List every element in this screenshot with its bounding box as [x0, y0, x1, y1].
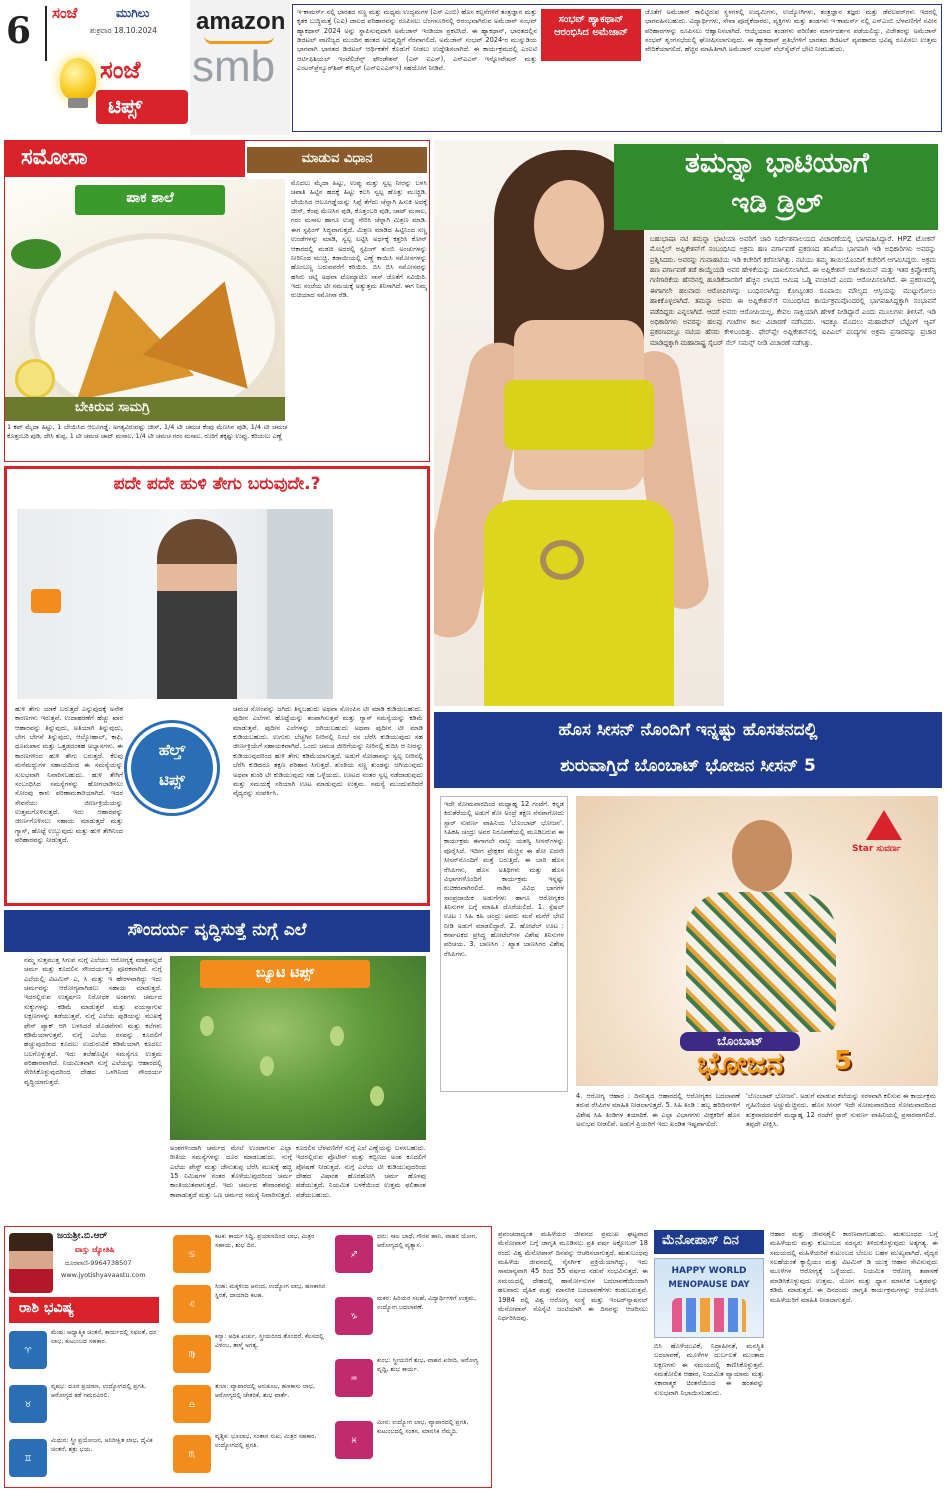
bulb-base-icon: [68, 98, 88, 108]
menopause-banner-2: MENOPAUSE DAY: [668, 1280, 750, 1290]
sign-text: ವೃಶ್ಚಿಕ: ಭೂಲಾಭ, ಸಂತಾನ ಸುಖ, ಮಿತ್ರರ ಸಹಕಾರ, ಉದ್ಯೋಗದಲ್ಲಿ ಪ್ರಗತಿ.: [215, 1433, 317, 1449]
sign-text: ಧನು: ಸಾಲ ಬಾಧೆ, ಗೌರವ ಹಾನಿ, ವಾಹನ ಯೋಗ, ಆರೋಗ್ಯದಲ್ಲಿ ವ್ಯತ್ಯಾಸ.: [377, 1233, 478, 1249]
sign-row: [173, 1431, 331, 1481]
health-tips-line1: ಹೆಲ್ತ್: [158, 741, 186, 759]
capricorn-icon: ♑: [335, 1297, 373, 1335]
samosa-ingredients: 1 ಕಪ್ ಮೈದಾ ಹಿಟ್ಟು, 1 ಬೇಯಿಸಿದ ಆಲೂಗಡ್ಡೆ, ಅಗತ್ಯವಿರುವಷ್ಟು ಚೀಸ್, 1/4 ಟೀ ಚಮಚ ಕೆಂಪು ಮೆಣಸಿನ ಪುಡಿ, 1/4 ಟೀ ಚಮಚ ಕೊತ್ತಂಬರಿ ಪುಡಿ, ದೇಸಿ ತುಪ್ಪ, 1 ಟೀ ಚಮಚ ಚಾಟ್ ಮಸಾಲ, 1/4 ಟೀ ಚಮಚ ಗರಂ ಮಸಾಲ, ರುಚಿಗೆ ತಕ್ಕಷ್ಟು ಉಪ್ಪು, ಕರಿಯಲು ಎಣ್ಣೆ: [7, 423, 287, 441]
horoscope-section: [4, 1226, 492, 1488]
channel-logo-icon: [866, 810, 902, 840]
menopause-title: ಮೆನೋಪಾಸ್ ದಿನ: [654, 1230, 764, 1254]
brand-sub: ಮುಗಿಲು: [116, 6, 150, 20]
cancer-icon: ♋: [173, 1235, 211, 1273]
horoscope-heading: ರಾಶಿ ಭವಿಷ್ಯ: [9, 1297, 159, 1323]
taurus-icon: ♉: [9, 1385, 47, 1423]
host-body-icon: [686, 892, 836, 1032]
chutney-bowl-icon: [11, 239, 61, 269]
face-shape: [534, 180, 604, 270]
sign-row: [335, 1231, 491, 1293]
sign-text: ಮಿಥುನ: ಸ್ತ್ರೀ ಪ್ರಯೋಜನ, ಅನಿರೀಕ್ಷಿತ ಲಾಭ, ದೈವಿಕ ಚಿಂತನೆ, ಶತ್ರು ಭಯ.: [51, 1437, 153, 1453]
issue-date: ಶುಕ್ರವಾರ 18.10.2024: [90, 26, 157, 35]
menopause-col3: ಆಹಾರ ಮತ್ತು ಜೀವನಶೈಲಿ ಕಾರಣವಾಗಬಹುದು. ಋತುಬಂಧದ ಬಗ್ಗೆ ಮಹಿಳೆಯರು ಮತ್ತು ಕುಟುಂಬದ ಸದಸ್ಯರು ತಿಳಿದುಕೊಳ್ಳುವುದು ಅತ್ಯಗತ್ಯ. ಈ ಸಮಯದಲ್ಲಿ ಮಹಿಳೆಯರಿಗೆ ಕುಟುಂಬದ ಬೆಂಬಲ ಬಹಳ ಮುಖ್ಯವಾಗಿದೆ. ವೈದ್ಯರ ಸಲಹೆಯಂತೆ ಕ್ಯಾಲ್ಸಿಯಂ ಮತ್ತು ವಿಟಮಿನ್ ಡಿ ಯುಕ್ತ ಆಹಾರ ಸೇವಿಸುವುದು ಮೂಳೆಗಳ ಆರೋಗ್ಯಕ್ಕೆ ಒಳ್ಳೆಯದು. ನಿಯಮಿತ ಆರೋಗ್ಯ ತಪಾಸಣೆ ಮಾಡಿಸಿಕೊಳ್ಳುವುದು ಉತ್ತಮ. ಯೋಗ ಮತ್ತು ಧ್ಯಾನ ಮಾನಸಿಕ ಒತ್ತಡವನ್ನು ಕಡಿಮೆ ಮಾಡುತ್ತದೆ. ಈ ದಿನದಂದು ಜಾಗೃತಿ ಕಾರ್ಯಕ್ರಮಗಳನ್ನು ಆಯೋಜಿಸಿ ಮಹಿಳೆಯರಿಗೆ ಮಾಹಿತಿ ನೀಡಲಾಗುತ್ತದೆ.: [770, 1230, 938, 1304]
samosa-section: [4, 140, 430, 462]
masthead-divider: [45, 6, 47, 61]
host-head-icon: [732, 820, 792, 892]
sign-row: [173, 1331, 331, 1381]
horoscope-col3: [335, 1231, 491, 1485]
hackathon-col1b: [541, 65, 641, 130]
bombat-title-2: ಶುರುವಾಗ್ತಿದೆ ಬೊಂಬಾಟ್ ಭೋಜನ ಸೀಸನ್ 5: [434, 750, 942, 788]
gemini-icon: ♊: [9, 1439, 47, 1477]
bombat-col2: 'ಬೊಂಬಾಟ್ ಭೋಜನ'. ಅಡುಗೆ ಮಾಡುವ ಕಲೆಯನ್ನು ಸರಳವಾಗಿ ಕಲಿಸುವ ಈ ಕಾರ್ಯಕ್ರಮ ಗೃಹಿಣಿಯರ ಅಚ್ಚುಮೆಚ್ಚಿನದು. ಹೊಸ ಸೀಸನ್ ಇದೇ ಸೋಮವಾರದಿಂದ ಸೋಮವಾರದಿಂದ ಶುಕ್ರವಾರದವರೆಗೆ ಮಧ್ಯಾಹ್ನ 12 ಗಂಟೆಗೆ ಸ್ಟಾರ್ ಸುವರ್ಣ ವಾಹಿನಿಯಲ್ಲಿ ಪ್ರಸಾರವಾಗಲಿದೆ. ತಪ್ಪದೇ ವೀಕ್ಷಿಸಿ.: [746, 1092, 936, 1129]
samosa-kitchen-label: ಪಾಕ ಶಾಲೆ: [75, 185, 225, 215]
samosa-method-heading: ಮಾಡುವ ವಿಧಾನ: [247, 147, 427, 173]
sour-burp-col1: ಹುಳಿ ತೇಗು ಯಾಕೆ ಬರುತ್ತದೆ ಎನ್ನುವುದಕ್ಕೆ ಅನೇಕ ಕಾರಣಗಳು ಇರುತ್ತವೆ. ಉದಾಹರಣೆಗೆ ಹೆಚ್ಚು ಖಾರ ಆಹಾರವನ್ನು ತಿನ್ನುವುದು, ಅತಿಯಾಗಿ ತಿನ್ನುವುದು, ಬೇಗ ಬೇಗನೆ ತಿನ್ನುವುದು, ಆಲ್ಕೋಹಾಲ್, ಕಾಫಿ, ಧೂಮಪಾನ ಮತ್ತು ಒತ್ತಡದಂತಹ ಅಭ್ಯಾಸಗಳು. ಈ ಕಾರಣಗಳಿಂದ ಹುಳಿ ತೇಗು ಬರುತ್ತದೆ. ಕೆಲವು ಮನೆಮದ್ದುಗಳ ಸಹಾಯದಿಂದ ಈ ಸಮಸ್ಯೆಯನ್ನು ಸುಲಭವಾಗಿ ನಿವಾರಿಸಬಹುದು. ಹುಳಿ ತೇಗಿಗೆ ಸಂಬಂಧಿಸಿದ ಸಮಸ್ಯೆಗಳನ್ನು ಹೋಗಲಾಡಿಸಲು ಸೋಂಪು ಕಾಳು ಪರಿಣಾಮಕಾರಿಯಾಗಿದೆ. ಇದರ ಸೇವನೆಯು ಜೀರ್ಣಕ್ರಿಯೆಯನ್ನು ಉತ್ತಮಗೊಳಿಸುತ್ತದೆ. ಇದು ಆಹಾರವನ್ನು ಜೀರ್ಣಗೊಳಿಸಲು ಸಹಾಯ ಮಾಡುತ್ತದೆ ಮತ್ತು ಗ್ಯಾಸ್, ಹೊಟ್ಟೆ ಉಬ್ಬುವುದು ಮತ್ತು ಹುಳಿ ತೇಗಿನಿಂದ ಪರಿಹಾರವನ್ನು ನೀಡುತ್ತದೆ.: [15, 705, 123, 845]
amazon-logo: amazon: [196, 8, 286, 35]
sign-text: ಮಕರ: ಹಿರಿಯರ ಸಲಹೆ, ವಿದ್ಯಾರ್ಥಿಗಳಿಗೆ ಉತ್ತಮ, ಉದ್ಯೋಗ ಬದಲಾವಣೆ.: [377, 1295, 477, 1311]
scorpio-icon: ♏: [173, 1435, 211, 1473]
amazon-ad: [190, 0, 290, 135]
section-title-2: ಟಿಪ್ಸ್: [108, 94, 143, 118]
bombat-side: ಇದೇ ಸೋಮವಾರದಿಂದ ಮಧ್ಯಾಹ್ನ 12 ಗಂಟೆಗೆ. ಕನ್ನಡ ಕಿರುತೆರೆಯಲ್ಲಿ ಅಡುಗೆ ಶೋ ಅಂದ್ರೆ ತಕ್ಷಣ ನೆನಪಾಗೋದು ಸ್ಟಾರ್ ಸುವರ್ಣ ವಾಹಿನಿಯ 'ಬೊಂಬಾಟ್ ಭೋಜನ'. ಸಿಹಿಕಹಿ ಚಂದ್ರು ಅವರ ನಿರೂಪಣೆಯಲ್ಲಿ ಮೂಡಿಬರುವ ಈ ಕಾರ್ಯಕ್ರಮ ಈಗಾಗಲೇ ನಾಲ್ಕು ಯಶಸ್ವಿ ಸೀಸನ್‌ಗಳನ್ನು ಪೂರೈಸಿದೆ. ಇದೀಗ ಪ್ರೇಕ್ಷಕರ ಮೆಚ್ಚಿನ ಈ ಶೋ ಐದನೇ ಸೀಸನ್‌ನೊಂದಿಗೆ ಮತ್ತೆ ಬರುತ್ತಿದೆ. ಈ ಬಾರಿ ಹೊಸ ರೆಸಿಪಿಗಳು, ಹೊಸ ಅತಿಥಿಗಳು ಮತ್ತು ಹೊಸ ವಿಭಾಗಗಳೊಂದಿಗೆ ಕಾರ್ಯಕ್ರಮ ಇನ್ನಷ್ಟು ರುಚಿಕರವಾಗಿರಲಿದೆ. ನಾಡಿನ ವಿವಿಧ ಭಾಗಗಳ ಸಾಂಪ್ರದಾಯಿಕ ಅಡುಗೆಗಳು ಹಾಗೂ ಆರೋಗ್ಯಕರ ತಿನಿಸುಗಳ ಬಗ್ಗೆ ಮಾಹಿತಿ ದೊರೆಯಲಿದೆ. 1. ಸ್ಪೆಷಲ್ ಊಟ : ಸಿಹಿ ಕಹಿ ಚಂದ್ರು ಅವರು ಮನೆ ಮನೆಗೆ ಭೇಟಿ ನೀಡಿ ಅಡುಗೆ ಮಾಡಲಿದ್ದಾರೆ. 2. ಹೋಟೆಲ್ ಊಟ : ಕರ್ನಾಟಕದ ಪ್ರಸಿದ್ಧ ಹೋಟೆಲ್‌ಗಳ ವಿಶೇಷ ತಿನಿಸುಗಳ ಪರಿಚಯ. 3. ಬಾಣಸಿಗ : ಖ್ಯಾತ ಬಾಣಸಿಗರ ವಿಶೇಷ ರೆಸಿಪಿಗಳು.: [440, 796, 568, 1092]
pisces-icon: ♓: [335, 1421, 373, 1459]
aries-icon: ♈: [9, 1331, 47, 1369]
menopause-col2: ಬಿಸಿ ಹೊಳೆಯುವಿಕೆ, ನಿದ್ರಾಹೀನತೆ, ಮನಸ್ಥಿತಿ ಬದಲಾವಣೆ, ಮೂಳೆಗಳ ದುರ್ಬಲತೆ ಮುಂತಾದ ಲಕ್ಷಣಗಳು ಈ ಸಮಯದಲ್ಲಿ ಕಾಣಿಸಿಕೊಳ್ಳುತ್ತವೆ. ಸಮತೋಲಿತ ಆಹಾರ, ನಿಯಮಿತ ವ್ಯಾಯಾಮ ಮತ್ತು ಸಕಾರಾತ್ಮಕ ಚಿಂತನೆಯಿಂದ ಈ ಹಂತವನ್ನು ಸುಲಭವಾಗಿ ನಿಭಾಯಿಸಬಹುದು.: [654, 1342, 764, 1397]
tamannaah-body: ಬಹುಭಾಷಾ ನಟಿ ತಮನ್ನಾ ಭಾಟಿಯಾ ಅವರಿಗೆ ಜಾರಿ ನಿರ್ದೇಶನಾಲಯದ ವಿಚಾರಣೆಯಲ್ಲಿ ಭಾಗವಹಿಸಿದ್ದಾರೆ. HPZ ಟೋಕನ್ ಮೊಬೈಲ್ ಅಪ್ಲಿಕೇಶನ್‌ಗೆ ಸಂಬಂಧಿಸಿದ ಅಕ್ರಮ ಹಣ ವರ್ಗಾವಣೆ ಪ್ರಕರಣದ ತನಿಖೆಯ ಭಾಗವಾಗಿ ಇಡಿ ಅಧಿಕಾರಿಗಳು ಅವರನ್ನು ಪ್ರಶ್ನಿಸಿದರು. ಅವರನ್ನು ಗುವಾಹಟಿಯ ಇಡಿ ಕಚೇರಿಗೆ ಕರೆಸಲಾಗಿತ್ತು. ನಟಿಯು ತಮ್ಮ ತಾಯಿಯೊಂದಿಗೆ ಕಚೇರಿಗೆ ಆಗಮಿಸಿದ್ದರು. ಅಕ್ರಮ ಹಣ ವರ್ಗಾವಣೆ ತಡೆ ಕಾಯ್ದೆಯಡಿ ಅವರ ಹೇಳಿಕೆಯನ್ನು ದಾಖಲಿಸಲಾಗಿದೆ. ಈ ಅಪ್ಲಿಕೇಶನ್ ಬಿಟ್‌ಕಾಯಿನ್ ಮತ್ತು ಇತರ ಕ್ರಿಪ್ಟೋಕರೆನ್ಸಿ ಗಣಿಗಾರಿಕೆಯ ಹೆಸರಿನಲ್ಲಿ ಹೂಡಿಕೆದಾರರಿಗೆ ಹೆಚ್ಚಿನ ಲಾಭದ ಆಮಿಷ ಒಡ್ಡಿ ವಂಚಿಸಿದೆ ಎಂದು ಆರೋಪಿಸಲಾಗಿದೆ. ಈ ಪ್ರಕರಣದಲ್ಲಿ ಈಗಾಗಲೇ ಹಲವಾರು ಆರೋಪಿಗಳನ್ನು ಬಂಧಿಸಲಾಗಿದ್ದು ಕೋಟ್ಯಂತರ ರೂಪಾಯಿ ಮೌಲ್ಯದ ಆಸ್ತಿಯನ್ನು ಮುಟ್ಟುಗೋಲು ಹಾಕಿಕೊಳ್ಳಲಾಗಿದೆ. ತಮನ್ನಾ ಅವರು ಈ ಅಪ್ಲಿಕೇಶನ್‌ಗೆ ಸಂಬಂಧಿಸಿದ ಕಾರ್ಯಕ್ರಮವೊಂದರಲ್ಲಿ ಭಾಗವಹಿಸಿದ್ದಕ್ಕಾಗಿ ಸಂಭಾವನೆ ಪಡೆದಿದ್ದರು ಎನ್ನಲಾಗಿದೆ. ಆದರೆ ಅವರು ಆರೋಪಿಯಲ್ಲ, ಕೇವಲ ಸಾಕ್ಷಿಯಾಗಿ ಹೇಳಿಕೆ ನೀಡಿದ್ದಾರೆ ಎಂದು ಮೂಲಗಳು ತಿಳಿಸಿವೆ. ಇಡಿ ಅಧಿಕಾರಿಗಳು ಅವರನ್ನು ಹಲವು ಗಂಟೆಗಳ ಕಾಲ ವಿಚಾರಣೆ ನಡೆಸಿದರು. ಇದಕ್ಕೂ ಮೊದಲು ಮಹಾದೇವ್ ಬೆಟ್ಟಿಂಗ್ ಆ್ಯಪ್ ಪ್ರಕರಣದಲ್ಲೂ ನಟಿಯ ಹೆಸರು ಕೇಳಿಬಂದಿತ್ತು. ಫೇರ್‌ಪ್ಲೇ ಅಪ್ಲಿಕೇಶನ್‌ನಲ್ಲಿ ಐಪಿಎಲ್ ಪಂದ್ಯಗಳ ಅಕ್ರಮ ಪ್ರಸಾರವನ್ನು ಪ್ರಚಾರ ಮಾಡಿದ್ದಕ್ಕಾಗಿ ಮಹಾರಾಷ್ಟ್ರ ಸೈಬರ್ ಸೆಲ್ ಸಮನ್ಸ್ ನೀಡಿ ವಿಚಾರಣೆ ನಡೆಸಿತ್ತು.: [650, 235, 936, 347]
leaf-icon-1: [200, 1016, 214, 1036]
menopause-banner-1: HAPPY WORLD: [671, 1266, 747, 1276]
tamannaah-section: [434, 140, 942, 706]
sagittarius-icon: ♐: [335, 1235, 373, 1273]
sign-text: ಮೇಷ: ಆಧ್ಯಾತ್ಮಿಕ ಚಿಂತನೆ, ಕಾರ್ಯದಲ್ಲಿ ಸಫಲತೆ, ಧನ ಲಾಭ, ಕುಟುಂಬದ ಸಹಕಾರ.: [51, 1329, 157, 1345]
health-tips-badge: [127, 723, 217, 813]
leaf-icon-4: [370, 1086, 384, 1106]
sign-row: [173, 1381, 331, 1431]
sour-burp-col1b: [125, 819, 229, 899]
menopause-section: [496, 1226, 942, 1488]
sign-row: [335, 1355, 491, 1417]
horoscope-col1: [9, 1327, 167, 1487]
menopause-col1: ಪ್ರಪಂಚದಾದ್ಯಂತ ಮಹಿಳೆಯರ ಜೀವನದ ಪ್ರಮುಖ ಘಟ್ಟವಾದ ಮೆನೋಪಾಸ್ ಬಗ್ಗೆ ಜಾಗೃತಿ ಮೂಡಿಸಲು ಪ್ರತಿ ವರ್ಷ ಅಕ್ಟೋಬರ್ 18 ರಂದು ವಿಶ್ವ ಮೆನೋಪಾಸ್ ದಿನವನ್ನು ಆಚರಿಸಲಾಗುತ್ತದೆ. ಋತುಬಂಧವು ಮಹಿಳೆಯ ಜೀವನದಲ್ಲಿ ನೈಸರ್ಗಿಕ ಪ್ರಕ್ರಿಯೆಯಾಗಿದ್ದು, ಇದು ಸಾಮಾನ್ಯವಾಗಿ 45 ರಿಂದ 55 ವರ್ಷದ ನಡುವೆ ಸಂಭವಿಸುತ್ತದೆ. ಈ ಸಮಯದಲ್ಲಿ ದೇಹದಲ್ಲಿ ಹಾರ್ಮೋನುಗಳ ಬದಲಾವಣೆಯಿಂದಾಗಿ ಹಲವಾರು ದೈಹಿಕ ಮತ್ತು ಮಾನಸಿಕ ಬದಲಾವಣೆಗಳು ಕಂಡುಬರುತ್ತವೆ. 1984 ರಲ್ಲಿ ವಿಶ್ವ ಆರೋಗ್ಯ ಸಂಸ್ಥೆ ಮತ್ತು ಇಂಟರ್‌ನ್ಯಾಷನಲ್ ಮೆನೋಪಾಸ್ ಸೊಸೈಟಿ ಜಂಟಿಯಾಗಿ ಈ ದಿನವನ್ನು ಆಚರಿಸಲು ನಿರ್ಧರಿಸಿದವು.: [498, 1230, 648, 1323]
libra-icon: ♎: [173, 1385, 211, 1423]
masthead: [0, 0, 190, 135]
bombat-logo-small: ಬೊಂಬಾಟ್: [680, 1032, 800, 1051]
sign-row: [173, 1281, 331, 1331]
sign-text: ಸಿಂಹ: ಮಕ್ಕಳಿಂದ ಆನಂದ, ಉದ್ಯೋಗ ಲಾಭ, ಹಣಕಾಸಿನ ಸ್ಥಿರತೆ, ದಾಯಾದಿ ಕಲಹ.: [215, 1283, 326, 1299]
sign-text: ಕಟಕ: ಕಾರ್ಯ ಸಿದ್ಧಿ, ಪ್ರಯಾಣದಿಂದ ಲಾಭ, ಮಿತ್ರರ ಸಹಾಯ, ಶುಭ ದಿನ.: [215, 1233, 315, 1249]
samosa-method: ಮೊದಲು ಮೈದಾ ಹಿಟ್ಟು, ಉಪ್ಪು ಮತ್ತು ಸ್ವಲ್ಪ ನೀರನ್ನು ಬಳಸಿ ಚಪಾತಿ ಹಿಟ್ಟಿನ ಹದಕ್ಕೆ ಹಿಟ್ಟು ಕಲಸಿ ಸ್ವಲ್ಪ ಹೊತ್ತು ಮುಚ್ಚಿಡಿ. ಬೇಯಿಸಿದ ಆಲೂಗಡ್ಡೆಯನ್ನು ಸಿಪ್ಪೆ ತೆಗೆದು ಚೆನ್ನಾಗಿ ಹಿಸುಕಿ ಅದಕ್ಕೆ ಚೀಸ್, ಕೆಂಪು ಮೆಣಸಿನ ಪುಡಿ, ಕೊತ್ತಂಬರಿ ಪುಡಿ, ಚಾಟ್ ಮಸಾಲ, ಗರಂ ಮಸಾಲ ಹಾಗೂ ಉಪ್ಪು ಸೇರಿಸಿ ಚೆನ್ನಾಗಿ ಮಿಶ್ರಣ ಮಾಡಿ. ಈಗ ಸ್ಟಫಿಂಗ್ ಸಿದ್ಧವಾಗುತ್ತದೆ. ಮಿಶ್ರಣ ಮಾಡಿದ ಹಿಟ್ಟಿನಿಂದ ಸಣ್ಣ ಉಂಡೆಗಳನ್ನು ಮಾಡಿ, ಸ್ವಲ್ಪ ಲಟ್ಟಿಸಿ ಅರ್ಧಕ್ಕೆ ಕತ್ತರಿಸಿ ಕೋನ್ ಆಕಾರದಲ್ಲಿ ಮಡಚಿ ಅದರಲ್ಲಿ ಸ್ಟಫಿಂಗ್ ತುಂಬಿ ಅಂಚುಗಳನ್ನು ನೀರಿನಿಂದ ಮುಚ್ಚಿ. ಕಡಾಯಿಯಲ್ಲಿ ಎಣ್ಣೆ ಕಾಯಿಸಿ ಸಮೋಸಗಳನ್ನು ಹೊಂಬಣ್ಣ ಬರುವವರೆಗೆ ಕರಿಯಿರಿ. ಬಿಸಿ ಬಿಸಿ ಸಮೋಸವನ್ನು ಹಸಿರು ಚಟ್ನಿ ಅಥವಾ ಟೊಮ್ಯಾಟೊ ಸಾಸ್ ಜೊತೆಗೆ ಸವಿಯಿರಿ. ಇದು ಸಂಜೆಯ ಟೀ ಸಮಯಕ್ಕೆ ಅತ್ಯುತ್ತಮ ತಿನಿಸಾಗಿದೆ. ಈಗ ನಿಮ್ಮ ರುಚಿಯಾದ ಸಮೋಸಾ ರೆಡಿ.: [291, 179, 427, 300]
samosa-title: ಸಮೋಸಾ: [5, 141, 245, 177]
sign-text: ತುಲಾ: ವ್ಯಾಪಾರದಲ್ಲಿ ಅನುಕೂಲ, ಹಣಕಾಸು ಲಾಭ, ಆರೋಗ್ಯದಲ್ಲಿ ಚೇತರಿಕೆ, ಶುಭ ವಾರ್ತೆ.: [215, 1383, 315, 1399]
page-number: 6: [6, 10, 32, 52]
sour-burp-section: [4, 466, 430, 906]
bombat-title-1: ಹೊಸ ಸೀಸನ್ ನೊಂದಿಗೆ ಇನ್ನಷ್ಟು ಹೊಸತನದಲ್ಲಿ: [434, 712, 942, 750]
bombat-section: [434, 712, 942, 1222]
hackathon-title: ಸಂಭವ್ ಹ್ಯಾಕಥಾನ್ ಆರಂಭಿಸಿದ ಅಮೆಜಾನ್: [541, 9, 641, 61]
tamannaah-title-1: ತಮನ್ನಾ ಭಾಟಿಯಾಗೆ: [685, 146, 869, 179]
sign-row: [9, 1327, 167, 1379]
bombat-col1: 4. ಆರೋಗ್ಯ ಆಹಾರ : ದಿನನಿತ್ಯದ ಆಹಾರದಲ್ಲಿ ಆರೋಗ್ಯಕರ ಬದಲಾವಣೆ ತರುವ ರೆಸಿಪಿಗಳ ಮಾಹಿತಿ ನೀಡಲಾಗುತ್ತದೆ. 5. ಸಿಹಿ ತಿಂಡಿ : ಹಬ್ಬ ಹರಿದಿನಗಳಿಗೆ ವಿಶೇಷ ಸಿಹಿ ತಿಂಡಿಗಳ ತಯಾರಿಕೆ. ಈ ಎಲ್ಲಾ ವಿಭಾಗಗಳು ವೀಕ್ಷಕರಿಗೆ ಹೊಸ ಅನುಭವ ನೀಡಲಿವೆ. ಅಡುಗೆ ಪ್ರಿಯರಿಗೆ ಇದು ಖಂಡಿತ ಇಷ್ಟವಾಗಲಿದೆ.: [576, 1092, 740, 1129]
health-tips-line2: ಟಿಪ್ಸ್: [159, 771, 185, 789]
beauty-col2: ಅಂಶಗಳಿಂದಾಗಿ ಚರ್ಮದ ಮೇಲೆ ಉಂಟಾಗುವ ಎಲ್ಲಾ ರೀತಿಯ ಸಮಸ್ಯೆಗಳನ್ನು ದೂರ ಮಾಡಬಹುದು. ನುಗ್ಗೆ ಎಲೆಯ ಪೇಸ್ಟ್ ಮತ್ತು ಜೇನುತುಪ್ಪ ಬೆರೆಸಿ ಮುಖಕ್ಕೆ ಹಚ್ಚಿ 15 ನಿಮಿಷಗಳ ನಂತರ ತೊಳೆಯುವುದರಿಂದ ಚರ್ಮ ಕಾಂತಿಯುತವಾಗುತ್ತದೆ. ಇದು ಚರ್ಮದ ತೇವಾಂಶವನ್ನು ಕಾಪಾಡುತ್ತದೆ ಮತ್ತು ಒಣ ಚರ್ಮದ ಸಮಸ್ಯೆ ನಿವಾರಿಸುತ್ತದೆ.: [170, 1144, 292, 1199]
horoscope-col2: [173, 1231, 331, 1485]
aquarius-icon: ♒: [335, 1359, 373, 1397]
kitchen-shelf-icon: [267, 509, 333, 699]
sour-burp-photo: [17, 509, 333, 699]
cloth-icon: [31, 589, 61, 613]
beauty-badge: ಬ್ಯೂಟಿ ಟಿಪ್ಸ್: [200, 960, 370, 988]
author-photo: [9, 1233, 53, 1293]
lemon-icon: [15, 359, 55, 399]
author-title: ವಾಸ್ತು ಜ್ಯೋತಿಷಿ: [75, 1245, 115, 1254]
people-icon: [672, 1298, 746, 1332]
beauty-title: ಸೌಂದರ್ಯ ವೃದ್ಧಿಸುತ್ತೆ ನುಗ್ಗೆ ಎಲೆ: [4, 910, 430, 952]
author-phone: ದೂರವಾಣಿ-9964738507: [65, 1259, 132, 1267]
sign-text: ಮೀನ: ಉದ್ಯೋಗ ಲಾಭ, ವ್ಯಾಪಾರದಲ್ಲಿ ಪ್ರಗತಿ, ಕುಟುಂಬದಲ್ಲಿ ಸಂತಸ, ಮಾನಸಿಕ ನೆಮ್ಮದಿ.: [377, 1419, 469, 1435]
sign-text: ವೃಷಭ: ದೂರ ಪ್ರಯಾಣ, ಉದ್ಯೋಗದಲ್ಲಿ ಪ್ರಗತಿ, ಆರೋಗ್ಯದ ಕಡೆ ಗಮನವಿರಲಿ.: [51, 1383, 147, 1399]
hackathon-col2: ಜೊತೆಗೆ ಅಮೆಜಾನ್ ಕಾಲಿಟ್ಟಿರುವ ಸ್ಥಳಗಳಲ್ಲಿ ಉದ್ಯಮಿಗಳು, ಉದ್ಯೋಗಿಗಳು, ತಂತ್ರಜ್ಞಾನ ತಜ್ಞರು ಮತ್ತು ಡೆವಲಪರ್‌ಗಳು ಇದರಲ್ಲಿ ಭಾಗವಹಿಸಬಹುದು. ವಿದ್ಯಾರ್ಥಿಗಳು, ಸೇವಾ ಪೂರೈಕೆದಾರರು, ವ್ಯಕ್ತಿಗಳು ಮತ್ತು ತಂಡಗಳು ಇ-ಕಾಮರ್ಸ್ ನಲ್ಲಿ ಎಸ್‌ಎಂಬಿ ಬೆಳವಣಿಗೆಗೆ ನವೀನ ಪರಿಹಾರಗಳನ್ನು ರೂಪಿಸಲು ಆಹ್ವಾನಿಸಲಾಗಿದೆ. ಆಯ್ಕೆಯಾದ ತಂಡಗಳು ಪರಿಣಿತರ ಮಾರ್ಗದರ್ಶನ ಪಡೆಯಲಿದ್ದು, ವಿಜೇತರನ್ನು ಅಮೆಜಾನ್ ಸಂಭವ್ ಶೃಂಗಸಭೆಯಲ್ಲಿ ಘೋಷಿಸಲಾಗುವುದು. ಈ ಹ್ಯಾಕಥಾನ್ ಪ್ರತಿಭೆಗಳಿಗೆ ಭಾರತದ ಡಿಜಿಟಲ್ ವ್ಯವಹಾರದ ಭವಿಷ್ಯ ರೂಪಿಸಲು ಉತ್ತಮ ವೇದಿಕೆಯಾಗಲಿದೆ. ಹೆಚ್ಚಿನ ಮಾಹಿತಿಗಾಗಿ ಅಮೆಜಾನ್ ಸಂಭವ್ ವೆಬ್‌ಸೈಟ್‌ಗೆ ಭೇಟಿ ನೀಡಬಹುದು.: [645, 8, 937, 54]
virgo-icon: ♍: [173, 1335, 211, 1373]
sign-text: ಕನ್ಯಾ: ಅಧಿಕ ಖರ್ಚು, ಸ್ತ್ರೀಯರಿಂದ ತೊಂದರೆ, ಕೆಲಸದಲ್ಲಿ ವಿಳಂಬ, ತಾಳ್ಮೆ ಅಗತ್ಯ.: [215, 1333, 324, 1349]
sign-row: [335, 1293, 491, 1355]
author-name: ಜಯಶ್ರೀ.ಬಿ.ಆರ್: [57, 1231, 108, 1241]
sign-row: [173, 1231, 331, 1281]
sign-row: [335, 1417, 491, 1479]
bulb-icon: [60, 58, 96, 100]
bombat-logo-big: ಭೋಜನ: [696, 1046, 784, 1081]
sign-row: [9, 1381, 167, 1433]
beauty-col3: ಕೂದಲಿನ ಬೆಳವಣಿಗೆಗೆ ನುಗ್ಗೆ ಎಲೆ ಎಣ್ಣೆಯನ್ನು ಬಳಸಬಹುದು. ಇದರಲ್ಲಿರುವ ಪ್ರೊಟೀನ್ ಮತ್ತು ಕಬ್ಬಿಣದ ಅಂಶ ಕೂದಲಿಗೆ ಪೋಷಣೆ ನೀಡುತ್ತದೆ. ನುಗ್ಗೆ ಎಲೆಯ ಟೀ ಕುಡಿಯುವುದರಿಂದ ದೇಹದ ವಿಷಾಂಶ ಹೊರಹೋಗಿ ಚರ್ಮ ಹೊಳಪು ಪಡೆಯುತ್ತದೆ. ನಿಯಮಿತ ಬಳಕೆಯಿಂದ ಉತ್ತಮ ಫಲಿತಾಂಶ ಪಡೆಯಬಹುದು.: [296, 1144, 426, 1199]
sour-burp-title: ಪದೇ ಪದೇ ಹುಳಿ ತೇಗು ಬರುವುದೇ.?: [7, 469, 427, 503]
tamannaah-title-2: ಇಡಿ ಡ್ರಿಲ್: [731, 186, 823, 219]
belt-buckle-icon: [540, 540, 584, 580]
yellow-dress-bottom: [484, 500, 674, 706]
sign-row: [9, 1435, 167, 1487]
leo-icon: ♌: [173, 1285, 211, 1323]
author-website: www.jyotishyavaastu.com: [61, 1271, 146, 1279]
amazon-product: smb: [192, 42, 276, 91]
leaf-icon-3: [330, 1026, 344, 1046]
beauty-col1: ನಮ್ಮ ಸುತ್ತಮುತ್ತ ಸಿಗುವ ನುಗ್ಗೆ ಎಲೆಯು ಆರೋಗ್ಯಕ್ಕೆ ಮಾತ್ರವಲ್ಲದೆ ಚರ್ಮ ಮತ್ತು ಕೂದಲಿನ ಸೌಂದರ್ಯಕ್ಕೂ ಪೂರಕವಾಗಿದೆ. ನುಗ್ಗೆ ಎಲೆಯಲ್ಲಿ ವಿಟಮಿನ್ ಎ, ಸಿ ಮತ್ತು ಇ ಹೇರಳವಾಗಿದ್ದು ಇದು ಚರ್ಮವನ್ನು ಆರೋಗ್ಯವಾಗಿಡಲು ಸಹಾಯ ಮಾಡುತ್ತದೆ. ಇದರಲ್ಲಿರುವ ಉತ್ಕರ್ಷಣ ನಿರೋಧಕ ಅಂಶಗಳು ಚರ್ಮದ ಸುಕ್ಕುಗಳನ್ನು ಕಡಿಮೆ ಮಾಡುತ್ತವೆ ಮತ್ತು ವಯಸ್ಸಾಗುವ ಲಕ್ಷಣಗಳನ್ನು ತಡೆಯುತ್ತವೆ. ನುಗ್ಗೆ ಎಲೆಯ ಪುಡಿಯನ್ನು ಮುಖಕ್ಕೆ ಫೇಸ್ ಪ್ಯಾಕ್ ಆಗಿ ಬಳಸಿದರೆ ಮೊಡವೆಗಳು ಮತ್ತು ಕಲೆಗಳು ಕಡಿಮೆಯಾಗುತ್ತವೆ. ನುಗ್ಗೆ ಎಲೆಯ ರಸವನ್ನು ಕೂದಲಿಗೆ ಹಚ್ಚುವುದರಿಂದ ಕೂದಲು ಉದುರುವಿಕೆ ಕಡಿಮೆಯಾಗಿ ಕೂದಲು ಬಲಗೊಳ್ಳುತ್ತದೆ. ಇದು ತಲೆಹೊಟ್ಟಿನ ಸಮಸ್ಯೆಗೂ ಉತ್ತಮ ಪರಿಹಾರವಾಗಿದೆ. ನಿಯಮಿತವಾಗಿ ನುಗ್ಗೆ ಎಲೆಯನ್ನು ಆಹಾರದಲ್ಲಿ ಸೇರಿಸಿಕೊಳ್ಳುವುದರಿಂದ ದೇಹದ ಒಳಗಿನಿಂದ ಸೌಂದರ್ಯ ವೃದ್ಧಿಯಾಗುತ್ತದೆ.: [24, 956, 162, 1086]
bombat-channel: Star ಸುವರ್ಣ: [852, 844, 901, 854]
bombat-season: 5: [834, 1046, 853, 1076]
brand-main: ಸಂಜೆ: [52, 4, 78, 22]
beauty-section: [4, 910, 430, 1218]
hackathon-article: [292, 4, 942, 132]
leaf-icon-2: [260, 1056, 274, 1076]
yellow-dress-top: [504, 380, 654, 450]
samosa-ingredients-heading: ಬೇಕಿರುವ ಸಾಮಗ್ರಿ: [5, 397, 285, 421]
woman-figure-icon: [157, 519, 237, 699]
hackathon-col1: ಇ-ಕಾಮರ್ಸ್ ನಲ್ಲಿ ಭಾರತದ ಸಣ್ಣ ಮತ್ತು ಮಧ್ಯಮ ಉದ್ಯಮಗಳ (ಎಸ್ ಎಂಬಿ) ಹೊಸ ಕಲ್ಪನೆಗಳಿಗೆ ತಂತ್ರಜ್ಞಾನ ಮತ್ತು ಕೃತಕ ಬುದ್ಧಿಮತ್ತೆ (ಎಐ) ಜಾಲದ ಪರಿಹಾರವನ್ನು ರೂಪಿಸಲು ಬೆಂಗಳೂರಿನಲ್ಲಿ ಆರಂಭವಾಗಿರುವ ಅಮೆಜಾನ್ ಸಂಭವ್ ಹ್ಯಾಕಥಾನ್ 2024 ಅನ್ನು ಸ್ಥಾಪಿಸುವುದಾಗಿ ಅಮೆಜಾನ್ ಇಂಡಿಯಾ ಪ್ರಕಟಿಸಿದೆ. ಈ ಹ್ಯಾಕಥಾನ್, ಭಾರತದಲ್ಲಿನ ಡಿಜಿಟಲ್ ವಾಣಿಜ್ಯದ ಮುಂದಿನ ಹಂತದ ಅಭಿವೃದ್ಧಿಗೆ ನೆರವಾಗಲಿದೆ. ಅಮೆಜಾನ್ ಸಂಭವ್ 2024-ರ ಮುನ್ನುಡಿಯ ಭಾಗವಾಗಿ ಭಾರತದ ಡಿಜಿಟಲ್ ಆರ್ಥಿಕತೆಗೆ ಕೊಡುಗೆ ನೀಡಲು ಉದ್ದೇಶಿಸಲಾಗಿದೆ. ಈ ಕಾರ್ಯಕ್ರಮದಲ್ಲಿ ಎಂಐಟಿ ಆರ್ಟಿಫಿಶಿಯಲ್ ಇಂಟೆಲಿಜೆನ್ಸ್ ಫೌಂಡೇಶನ್ (ಎನ್ ಐಎಸ್), ಎನ್‌ಎಎಸ್ ಇನ್ನೋವೇಷನ್ ಮತ್ತು ಎಂಟರ್‌ಪ್ರೆನ್ಯೂರ್‌ಶಿಪ್ ಕೌನ್ಸಿಲ್ (ಎನ್‌ಐಎಎಸ್ಇ) ಸಹಯೋಗ ನೀಡಿವೆ.: [297, 8, 537, 73]
section-title-1: ಸಂಜೆ: [100, 56, 141, 84]
sign-text: ಕುಂಭ: ಸ್ತ್ರೀಯರಿಗೆ ಶುಭ, ವಾಹನ ಖರೀದಿ, ಆರೋಗ್ಯ ವೃದ್ಧಿ, ಶುಭ ಕಾರ್ಯ.: [377, 1357, 479, 1373]
sour-burp-col2: ಚಮಚ ಸೋಂಪನ್ನು ಜಗಿದು ತಿನ್ನಬಹುದು ಅಥವಾ ಸೋಂಪಿನ ಟೀ ಮಾಡಿ ಕುಡಿಯಬಹುದು. ಪುದೀನ ಎಲೆಗಳು ಹೊಟ್ಟೆಯನ್ನು ತಂಪಾಗಿಸುತ್ತವೆ ಮತ್ತು ಗ್ಯಾಸ್ ಸಮಸ್ಯೆಯನ್ನು ಕಡಿಮೆ ಮಾಡುತ್ತವೆ. ಪುದೀನ ಎಲೆಗಳನ್ನು ಜಗಿಯಬಹುದು ಅಥವಾ ಪುದೀನ ಟೀ ಮಾಡಿ ಕುಡಿಯಬಹುದು. ಉಗುರು ಬೆಚ್ಚಗಿನ ನೀರಿನಲ್ಲಿ ನಿಂಬೆ ರಸ ಬೆರೆಸಿ ಕುಡಿಯುವುದು ಸಹ ಜೀರ್ಣಕ್ರಿಯೆಗೆ ಸಹಾಯಕವಾಗಿದೆ. ಒಂದು ಚಮಚ ಜೀರಿಗೆಯನ್ನು ನೀರಿನಲ್ಲಿ ಕುದಿಸಿ ಆ ನೀರನ್ನು ಕುಡಿಯುವುದರಿಂದ ಹುಳಿ ತೇಗು ಕಡಿಮೆಯಾಗುತ್ತದೆ. ಅಡುಗೆ ಸೋಡಾವನ್ನು ಸ್ವಲ್ಪ ನೀರಿನಲ್ಲಿ ಬೆರೆಸಿ ಕುಡಿದರೂ ತಕ್ಷಣ ಪರಿಹಾರ ಸಿಗುತ್ತದೆ. ಶುಂಠಿಯ ಸಣ್ಣ ತುಂಡನ್ನು ಜಗಿಯುವುದು ಅಥವಾ ಶುಂಠಿ ಟೀ ಕುಡಿಯುವುದು ಸಹ ಒಳ್ಳೆಯದು. ಊಟದ ನಂತರ ಸ್ವಲ್ಪ ನಡೆದಾಡುವುದು ಮತ್ತು ಸಮಯಕ್ಕೆ ಸರಿಯಾಗಿ ಊಟ ಮಾಡುವುದು ಉತ್ತಮ. ಸಮಸ್ಯೆ ಮುಂದುವರಿದರೆ ವೈದ್ಯರನ್ನು ಸಂಪರ್ಕಿಸಿ.: [233, 705, 423, 798]
